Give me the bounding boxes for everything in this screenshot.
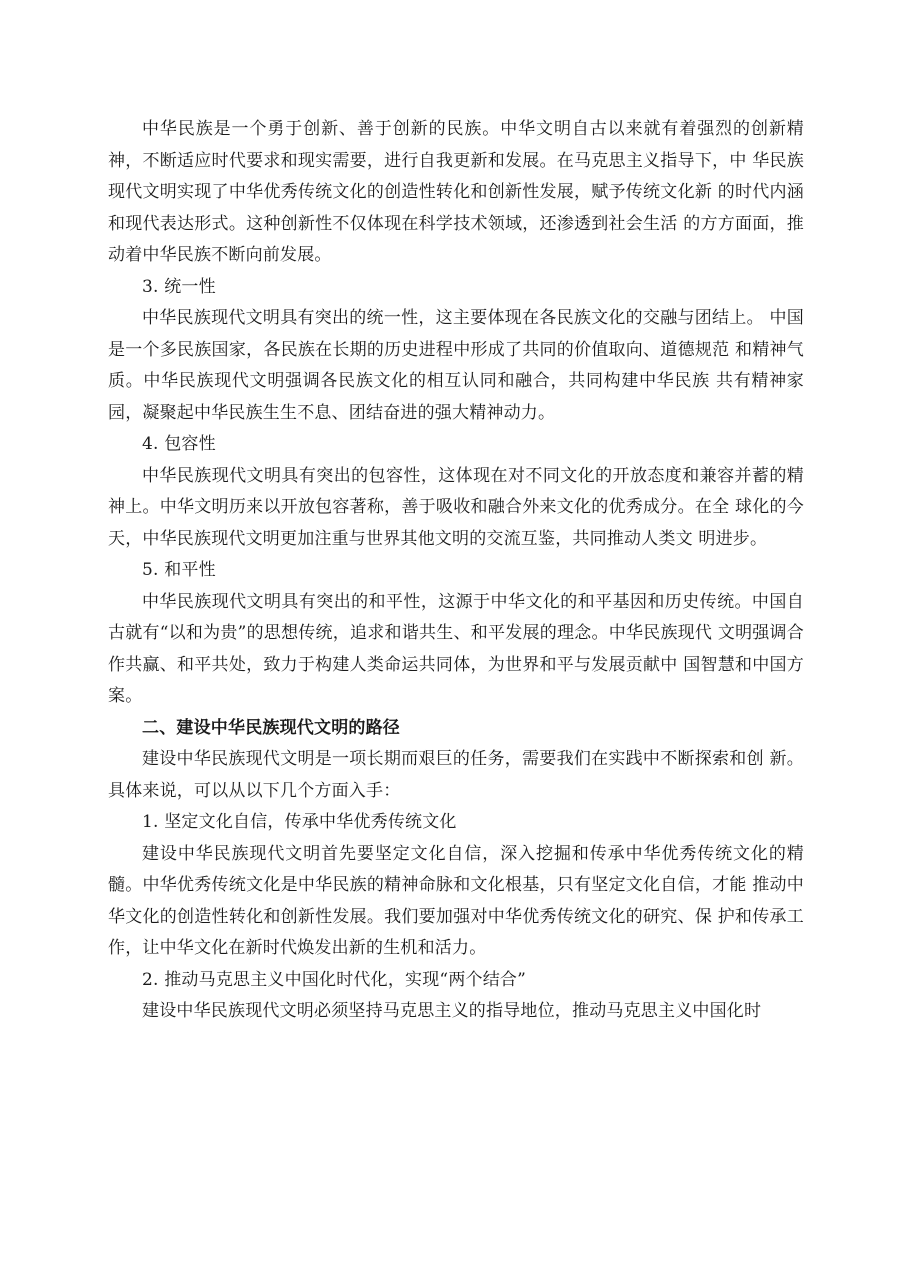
paragraph-cultural-confidence: 建设中华民族现代文明首先要坚定文化自信，深入挖掘和传承中华优秀传统文化的精髓。中华优秀传统文化是中华民族的精神命脉和文化根基，只有坚定文化自信，才能 推动中华文化的创造性转化和创新性发展。我们要加强对中华优秀传统文化的研究、保 护和传承工作，让中华文化在新时代焕发出新的生机和活力。: [108, 843, 804, 958]
paragraph-innovation: 中华民族是一个勇于创新、善于创新的民族。中华文明自古以来就有着强烈的创新精神，不断适应时代要求和现实需要，进行自我更新和发展。在马克思主义指导下，中 华民族现代文明实现了中华优秀传统文化的创造性转化和创新性发展，赋予传统文化新 的时代内涵和现代表达形式。这种创新性不仅体现在科学技术领域，还渗透到社会生活 的方方面面，推动着中华民族不断向前发展。: [108, 119, 804, 265]
paragraph-peace: 中华民族现代文明具有突出的和平性，这源于中华文化的和平基因和历史传统。中国自古就有“以和为贵”的思想传统，追求和谐共生、和平发展的理念。中华民族现代 文明强调合作共赢、和平共处，致力于构建人类命运共同体，为世界和平与发展贡献中 国智慧和中国方案。: [108, 591, 804, 706]
paragraph-unity: 中华民族现代文明具有突出的统一性，这主要体现在各民族文化的交融与团结上。 中国是一个多民族国家，各民族在长期的历史进程中形成了共同的价值取向、道德规范 和精神气质。中华民族现代文明强调各民族文化的相互认同和融合，共同构建中华民族 共有精神家园，凝聚起中华民族生生不息、团结奋进的强大精神动力。: [108, 308, 804, 423]
heading-cultural-confidence: 1. 坚定文化自信，传承中华优秀传统文化: [142, 812, 457, 832]
document-body: [108, 114, 804, 1028]
paragraph-path-intro: 建设中华民族现代文明是一项长期而艰巨的任务，需要我们在实践中不断探索和创 新。具体来说，可以从以下几个方面入手：: [108, 749, 804, 801]
heading-inclusiveness: 4. 包容性: [142, 434, 216, 454]
heading-two-combinations: 2. 推动马克思主义中国化时代化，实现“两个结合”: [142, 969, 527, 990]
paragraph-marxism: 建设中华民族现代文明必须坚持马克思主义的指导地位，推动马克思主义中国化时: [142, 1001, 762, 1021]
heading-unity: 3. 统一性: [142, 276, 216, 297]
section-heading-path: 二、建设中华民族现代文明的路径: [142, 717, 400, 738]
paragraph-inclusiveness: 中华民族现代文明具有突出的包容性，这体现在对不同文化的开放态度和兼容并蓄的精神上。中华文明历来以开放包容著称，善于吸收和融合外来文化的优秀成分。在全 球化的今天，中华民族现代文明更加注重与世界其他文明的交流互鉴，共同推动人类文 明进步。: [108, 465, 804, 549]
heading-peace: 5. 和平性: [142, 560, 216, 580]
